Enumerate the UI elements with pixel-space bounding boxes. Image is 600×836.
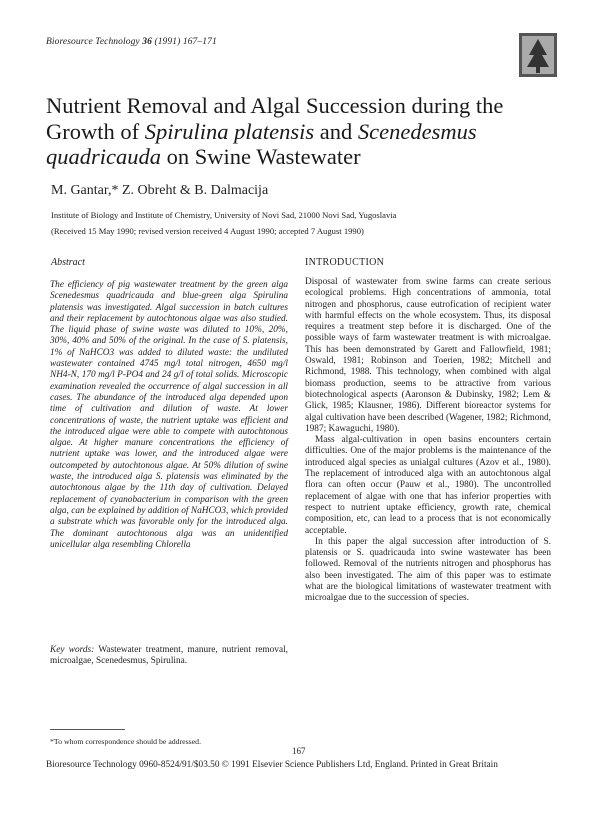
footnote: *To whom correspondence should be addressed.	[50, 737, 202, 746]
footnote-divider	[50, 729, 125, 730]
affiliation: Institute of Biology and Institute of Chemistry, University of Novi Sad, 21000 Novi Sad, Yugoslavia	[51, 210, 397, 220]
abstract-heading: Abstract	[51, 257, 85, 268]
received-dates: (Received 15 May 1990; revised version received 4 August 1990; accepted 7 August 1990)	[51, 226, 364, 236]
paper-title: Nutrient Removal and Algal Succession during the Growth of Spirulina platensis and Scenedesmus quadricauda on Swine Wastewater	[46, 93, 504, 169]
authors: M. Gantar,* Z. Obreht & B. Dalmacija	[51, 183, 269, 198]
publisher-logo-icon	[519, 33, 557, 77]
intro-paragraph: Disposal of wastewater from swine farms can create serious ecological problems. High concentrations of ammonia, total nitrogen and phosphorus, cause eutrofication of recipient water with harmful effects on the whole ecosystem. Thus, its disposal requires a treatment step before it is discharged. One of the possible ways of farm wastewater treatment is with microalgae. This has been demonstrated by Garett and Fallowfield, 1981; Oswald, 1981; Robinson and Toerien, 1982; Mitchell and Richmond, 1988. This technology, when combined with algal biomass production, seems to be attractive from various biotechnological aspects (Aaronson & Dubinsky, 1982; Lem & Glick, 1985; Klausner, 1986). Different bioreactor systems for algal cultivation have been described (Wagener, 1982; Richmond, 1987; Kawaguchi, 1980).	[305, 277, 551, 434]
intro-paragraph: In this paper the algal succession after introduction of S. platensis or S. quadricauda into swine wastewater has been followed. Removal of the nutrients nitrogen and phosphorus has also been investigated. The aim of this paper was to estimate what are the biological limitations of wastewater treatment with microalgae due to the succession of species.	[305, 536, 551, 604]
introduction-body	[305, 277, 551, 605]
introduction-heading: INTRODUCTION	[305, 257, 385, 268]
publisher-footer: Bioresource Technology 0960-8524/91/$03.50 © 1991 Elsevier Science Publishers Ltd, England. Printed in Great Britain	[46, 760, 498, 770]
page-number: 167	[292, 746, 306, 756]
journal-citation: Bioresource Technology 36 (1991) 167–171	[46, 37, 217, 47]
intro-paragraph: Mass algal-cultivation in open basins encounters certain difficulties. One of the major problems is the maintenance of the introduced algal species as unialgal cultures (Azov et al., 1980). The replacement of introduced alga with an autochtonous algal flora can often occur (Pauw et al., 1980). The uncontrolled replacement of algae with one that has inferior properties with respect to nutrient uptake efficiency, growth rate, chemical composition, etc, can lead to a process that is not economically acceptable.	[305, 435, 551, 536]
abstract-text: The efficiency of pig wastewater treatment by the green alga Scenedesmus quadricauda and blue-green alga Spirulina platensis was investigated. Algal succession in batch cultures and their replacement by autochtonous algae was also studied. The liquid phase of swine waste was diluted to 10%, 20%, 30%, 40% and 50% of the original. In the case of S. platensis, 1% of NaHCO3 was added to diluted waste: the undiluted wastewater contained 4745 mg/l total nitrogen, 4650 mg/l NH4-N, 170 mg/l P-PO4 and 24 g/l of total solids. Microscopic examination revealed the occurrence of algal succession in all cases. The abundance of the introduced alga depended upon time of cultivation and dilution of waste. At lower concentrations of waste, the nutrient uptake was efficient and the introduced algae were able to compete with autochtonous algae. At higher manure concentrations the efficiency of nutrient uptake was lower, and the introduced algae were outcompeted by autochtonous algae. At 50% dilution of swine waste, the introduced alga S. platensis was eliminated by the autochtonous algae by the 11th day of cultivation. Delayed replacement of cyanobacterium in comparison with the green alga, can be explained by addition of NaHCO3, which provided a substrate which was favorable only for the introduced alga. The dominant autochtonous alga was an unidentified unicellular alga resembling Chlorella	[50, 280, 288, 550]
keywords: Key words: Wastewater treatment, manure, nutrient removal, microalgae, Scenedesmus, Spirulina.	[50, 645, 288, 667]
